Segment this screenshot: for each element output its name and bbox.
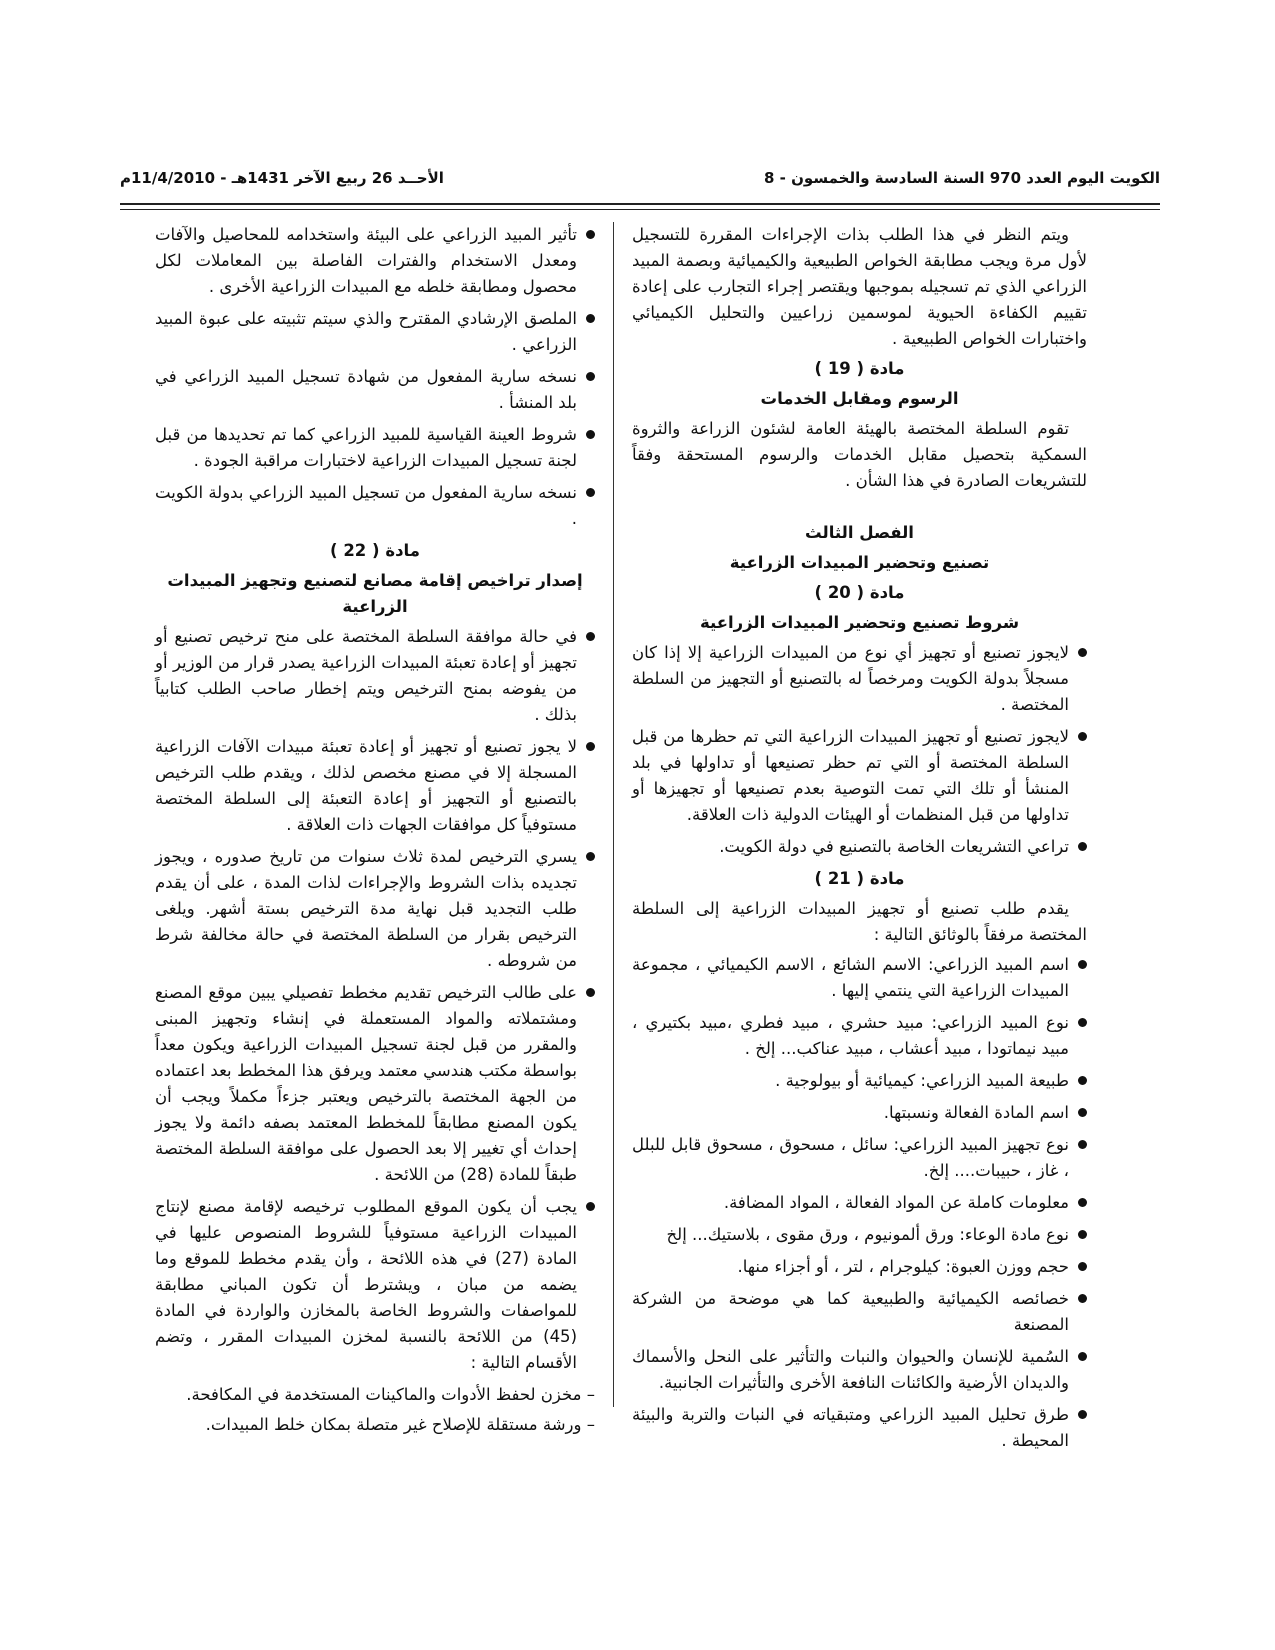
bullet-icon	[586, 988, 595, 997]
list-item: طرق تحليل المبيد الزراعي ومتبقياته في النبات والتربة والبيئة المحيطة .	[632, 1402, 1087, 1454]
list-item: اسم المادة الفعالة ونسبتها.	[632, 1100, 1087, 1126]
list-item: الملصق الإرشادي المقترح والذي سيتم تثبيته على عبوة المبيد الزراعي .	[155, 306, 595, 358]
left-column	[155, 222, 595, 1442]
article-19-heading: الرسوم ومقابل الخدمات	[760, 389, 959, 408]
bullet-icon	[1078, 1018, 1087, 1027]
page-header	[120, 158, 1160, 198]
bullet-icon	[586, 1202, 595, 1211]
sub-item: – ورشة مستقلة للإصلاح غير متصلة بمكان خلط المبيدات.	[205, 1415, 595, 1434]
bullet-icon	[1078, 1230, 1087, 1239]
list-item: طبيعة المبيد الزراعي: كيميائية أو بيولوجية .	[632, 1068, 1087, 1094]
bullet-icon	[586, 430, 595, 439]
right-column	[632, 222, 1087, 1460]
list-item: لايجوز تصنيع أو تجهيز أي نوع من المبيدات الزراعية إلا إذا كان مسجلاً بدولة الكويت ومرخصاً له بالتصنيع أو التجهيز من السلطة المختصة .	[632, 640, 1087, 718]
article-21-title: مادة ( 21 )	[814, 869, 905, 888]
bullet-icon	[1078, 1198, 1087, 1207]
bullet-icon	[1078, 648, 1087, 657]
bullet-icon	[586, 372, 595, 381]
list-item: خصائصه الكيميائية والطبيعية كما هي موضحة من الشركة المصنعة	[632, 1286, 1087, 1338]
list-item: حجم ووزن العبوة: كيلوجرام ، لتر ، أو أجزاء منها.	[632, 1254, 1087, 1280]
header-date: الأحــد 26 ربيع الآخر 1431هـ - 11/4/2010م	[120, 169, 444, 187]
list-item: اسم المبيد الزراعي: الاسم الشائع ، الاسم الكيميائي ، مجموعة المبيدات الزراعية التي ينتمي إليها .	[632, 952, 1087, 1004]
article-21-text: يقدم طلب تصنيع أو تجهيز المبيدات الزراعية إلى السلطة المختصة مرفقاً بالوثائق التالية :	[632, 899, 1087, 944]
article-20-title: مادة ( 20 )	[814, 583, 905, 602]
list-item: لايجوز تصنيع أو تجهيز المبيدات الزراعية التي تم حظرها من قبل السلطة المختصة أو التي تم حظر تصنيعها أو تداولها في بلد المنشأ أو تلك التي تمت التوصية بعدم تصنيعها أو تجهيزها أو تداولها من قبل المنظمات أو الهيئات الدولية ذات العلاقة.	[632, 724, 1087, 828]
chapter-subtitle: تصنيع وتحضير المبيدات الزراعية	[729, 553, 990, 572]
list-item: يسري الترخيص لمدة ثلاث سنوات من تاريخ صدوره ، ويجوز تجديده بذات الشروط والإجراءات لذات المدة ، على أن يقدم طلب التجديد قبل نهاية مدة الترخيص بستة أشهر. ويلغى الترخيص بقرار من السلطة المختصة في حالة مخالفة شرط من شروطه .	[155, 844, 595, 974]
article-22-title: مادة ( 22 )	[330, 541, 420, 560]
list-item: نوع مادة الوعاء: ورق ألمونيوم ، ورق مقوى ، بلاستيك... إلخ	[632, 1222, 1087, 1248]
bullet-icon	[1078, 960, 1087, 969]
list-item: معلومات كاملة عن المواد الفعالة ، المواد المضافة.	[632, 1190, 1087, 1216]
list-item: السُمية للإنسان والحيوان والنبات والتأثير على النحل والأسماك والديدان الأرضية والكائنات النافعة الأخرى والتأثيرات الجانبية.	[632, 1344, 1087, 1396]
bullet-icon	[586, 852, 595, 861]
bullet-icon	[1078, 1262, 1087, 1271]
intro-paragraph: ويتم النظر في هذا الطلب بذات الإجراءات المقررة للتسجيل لأول مرة ويجب مطابقة الخواص الطبيعية والكيميائية وبصمة المبيد الزراعي الذي تم تسجيله بموجبها ويقتصر إجراء التجارب على إعادة تقييم الكفاءة الحيوية لموسمين زراعيين والتحليل الكيميائي واختبارات الخواص الطبيعية .	[632, 225, 1087, 348]
list-item: نسخه سارية المفعول من شهادة تسجيل المبيد الزراعي في بلد المنشأ .	[155, 364, 595, 416]
list-item: يجب أن يكون الموقع المطلوب ترخيصه لإقامة مصنع لإنتاج المبيدات الزراعية مستوفياً للشروط المنصوص عليها في المادة (27) في هذه اللائحة ، وأن يقدم مخطط للموقع وما يضمه من مبان ، ويشترط أن تكون المباني مطابقة للمواصفات والشروط الخاصة بالمخازن والواردة في المادة (45) من اللائحة بالنسبة لمخزن المبيدات المقرر ، وتضم الأقسام التالية :	[155, 1194, 595, 1376]
bullet-icon	[586, 632, 595, 641]
bullet-icon	[1078, 842, 1087, 851]
bullet-icon	[1078, 732, 1087, 741]
sub-item: – مخزن لحفظ الأدوات والماكينات المستخدمة في المكافحة.	[186, 1385, 595, 1404]
column-divider	[613, 222, 614, 1407]
list-item: نوع المبيد الزراعي: مبيد حشري ، مبيد فطري ،مبيد بكتيري ، مبيد نيماتودا ، مبيد أعشاب ، مبيد عناكب... إلخ .	[632, 1010, 1087, 1062]
article-22-heading: إصدار تراخيص إقامة مصانع لتصنيع وتجهيز المبيدات الزراعية	[167, 571, 583, 616]
bullet-icon	[1078, 1076, 1087, 1085]
article-19-title: مادة ( 19 )	[814, 359, 905, 378]
bullet-icon	[586, 230, 595, 239]
list-item: شروط العينة القياسية للمبيد الزراعي كما تم تحديدها من قبل لجنة تسجيل المبيدات الزراعية لاختبارات مراقبة الجودة .	[155, 422, 595, 474]
list-item: لا يجوز تصنيع أو تجهيز أو إعادة تعبئة مبيدات الآفات الزراعية المسجلة إلا في مصنع مخصص لذلك ، ويقدم طلب الترخيص بالتصنيع أو التجهيز أو إعادة التعبئة إلى السلطة المختصة مستوفياً كل موافقات الجهات ذات العلاقة .	[155, 734, 595, 838]
list-item: نوع تجهيز المبيد الزراعي: سائل ، مسحوق ، مسحوق قابل للبلل ، غاز ، حبيبات.... إلخ.	[632, 1132, 1087, 1184]
bullet-icon	[1078, 1140, 1087, 1149]
bullet-icon	[586, 314, 595, 323]
bullet-icon	[1078, 1294, 1087, 1303]
list-item: في حالة موافقة السلطة المختصة على منح ترخيص تصنيع أو تجهيز أو إعادة تعبئة المبيدات الزراعية يصدر قرار من الوزير أو من يفوضه بمنح الترخيص ويتم إخطار صاحب الطلب كتابياً بذلك .	[155, 624, 595, 728]
bullet-icon	[586, 742, 595, 751]
header-rule	[120, 203, 1160, 205]
bullet-icon	[1078, 1352, 1087, 1361]
chapter-title: الفصل الثالث	[805, 523, 914, 542]
bullet-icon	[1078, 1410, 1087, 1419]
list-item: تأثير المبيد الزراعي على البيئة واستخدامه للمحاصيل والآفات ومعدل الاستخدام والفترات الفاصلة بين المعاملات لكل محصول ومطابقة خلطه مع المبيدات الزراعية الأخرى .	[155, 222, 595, 300]
header-issue-info: الكويت اليوم العدد 970 السنة السادسة والخمسون - 8	[764, 169, 1160, 187]
header-rule-thin	[120, 209, 1160, 210]
bullet-icon	[586, 488, 595, 497]
bullet-icon	[1078, 1108, 1087, 1117]
list-item: تراعي التشريعات الخاصة بالتصنيع في دولة الكويت.	[632, 834, 1087, 860]
article-20-heading: شروط تصنيع وتحضير المبيدات الزراعية	[699, 613, 1020, 632]
article-19-text: تقوم السلطة المختصة بالهيئة العامة لشئون الزراعة والثروة السمكية بتحصيل مقابل الخدمات والرسوم المستحقة وفقاً للتشريعات الصادرة في هذا الشأن .	[632, 419, 1087, 490]
list-item: نسخه سارية المفعول من تسجيل المبيد الزراعي بدولة الكويت .	[155, 480, 595, 532]
list-item: على طالب الترخيص تقديم مخطط تفصيلي يبين موقع المصنع ومشتملاته والمواد المستعملة في إنشاء وتجهيز المبنى والمقرر من قبل لجنة تسجيل المبيدات الزراعية ويكون معداً بواسطة مكتب هندسي معتمد ويرفق هذا المخطط بعد اعتماده من الجهة المختصة بالترخيص ويعتبر جزءاً مكملاً ويجب أن يكون المصنع مطابقاً للمخطط المعتمد بصفه دائمة ولا يجوز إحداث أي تغيير إلا بعد الحصول على موافقة السلطة المختصة طبقاً للمادة (28) من اللائحة .	[155, 980, 595, 1188]
